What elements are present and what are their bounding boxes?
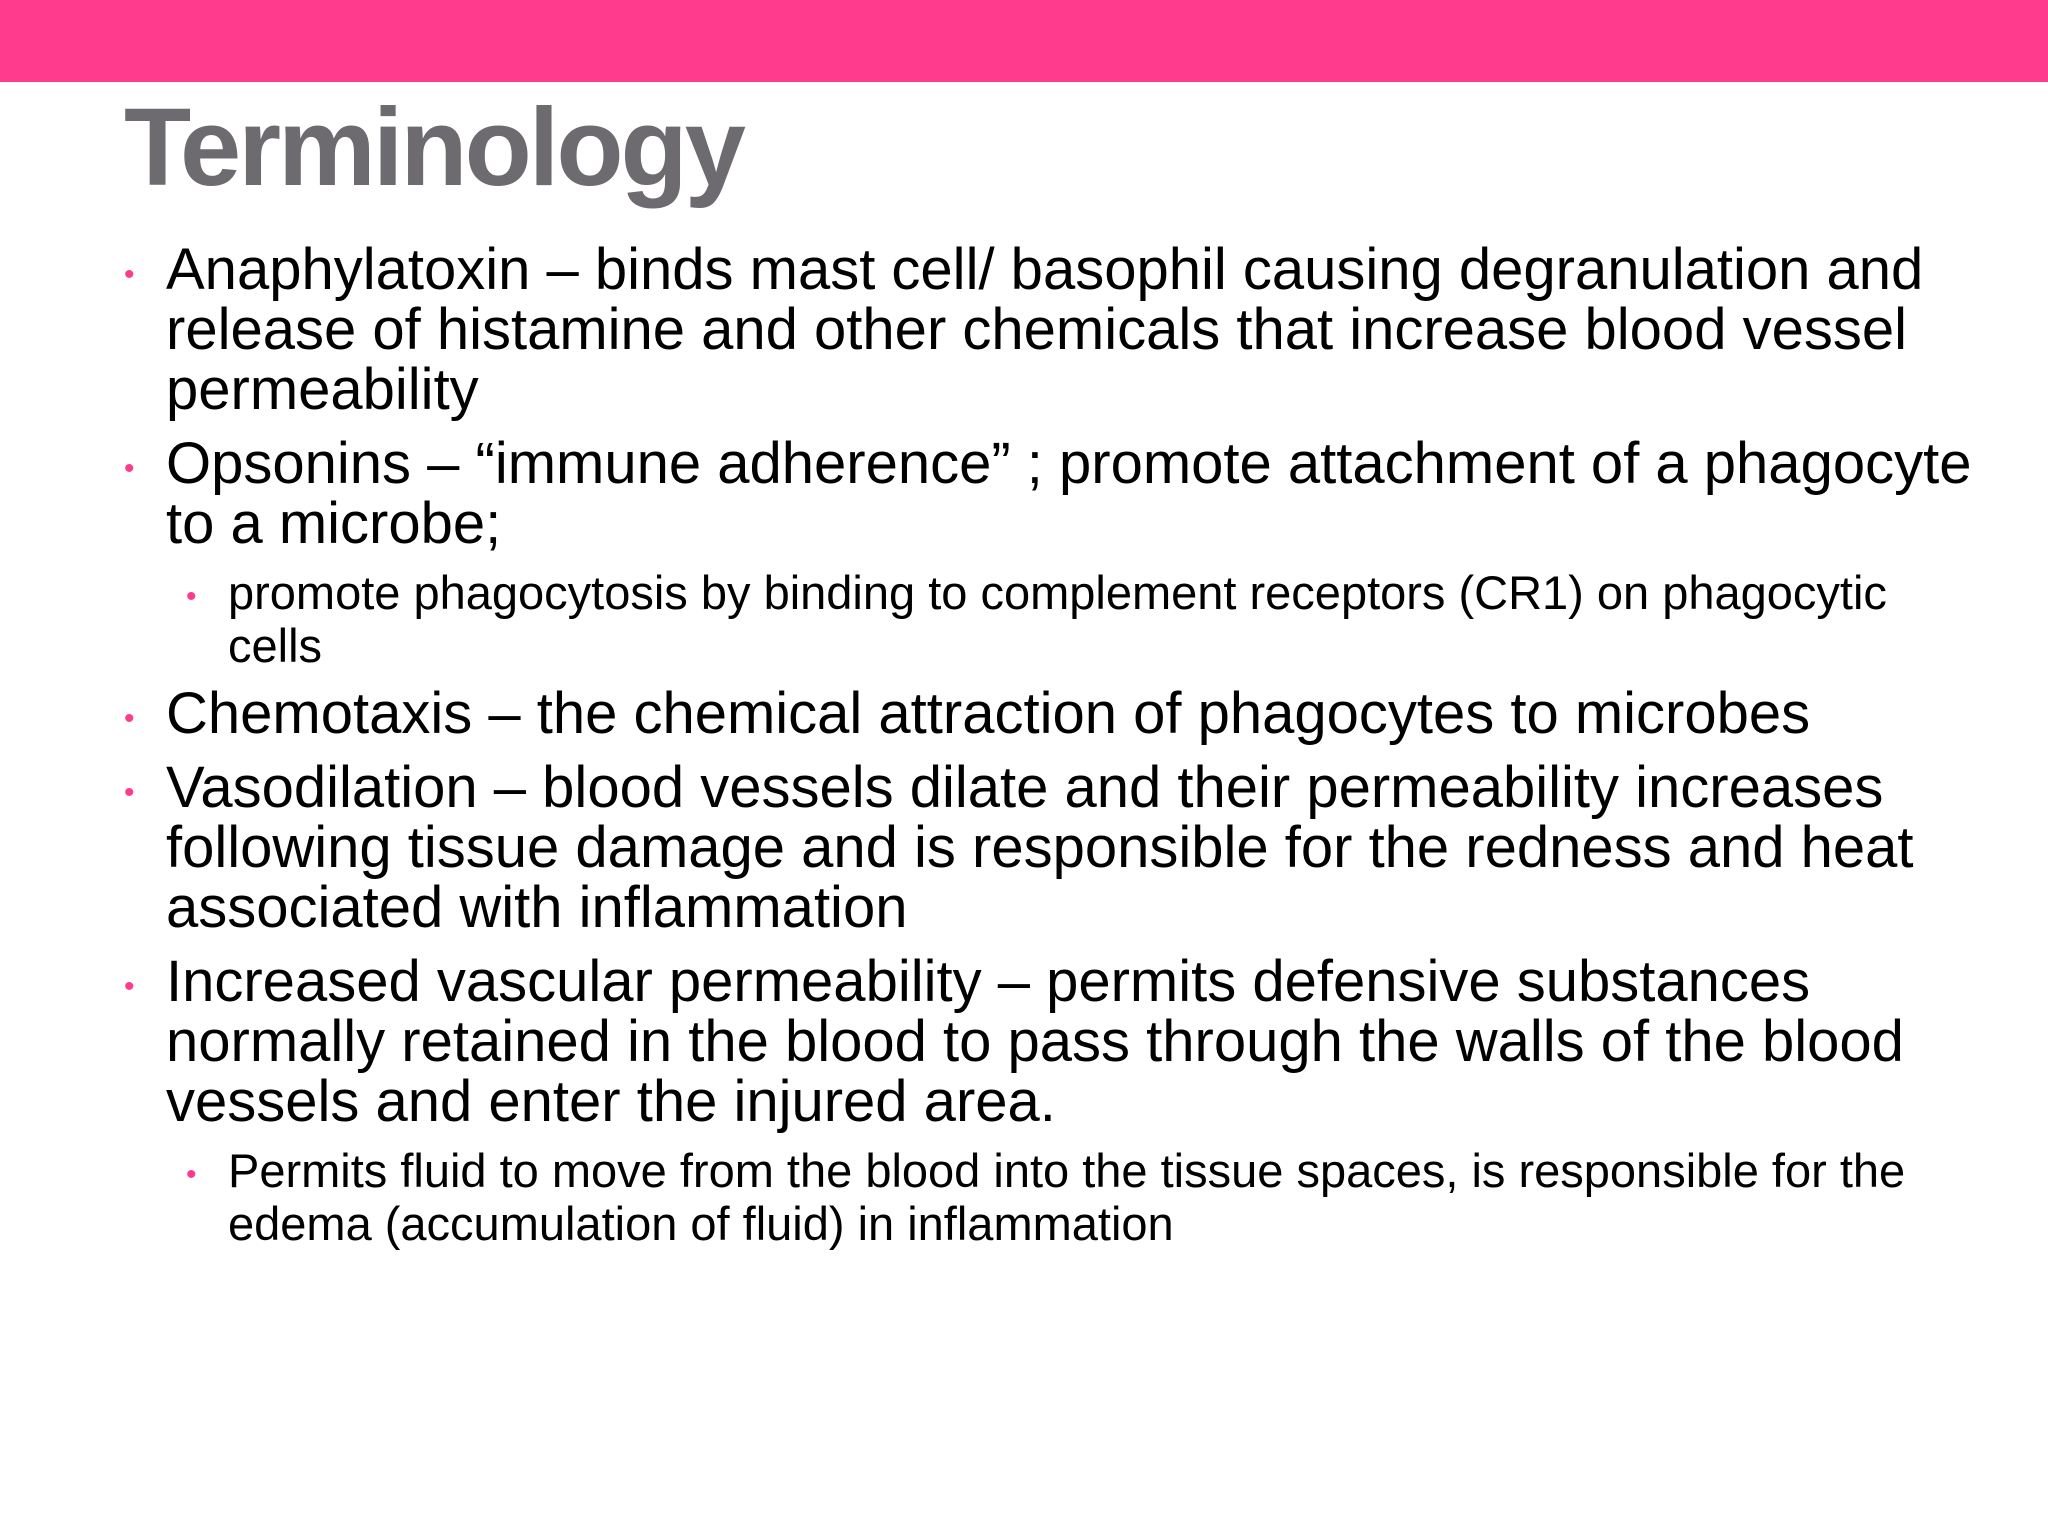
bullet-icon: • <box>186 580 197 613</box>
bullet-text: Chemotaxis – the chemical attraction of phagocytes to microbes <box>166 681 1811 746</box>
sub-bullet-item-phagocytosis <box>124 566 1984 672</box>
bullet-text: Increased vascular permeability – permits defensive substances normally retained in the blood to pass through the walls of the blood vessels and enter the injured area. <box>166 949 1904 1134</box>
slide-title: Terminology <box>124 86 743 209</box>
bullet-item-vascular-permeability <box>124 949 1984 1134</box>
bullet-icon: • <box>186 1158 197 1191</box>
accent-header-band <box>0 0 2048 82</box>
bullet-item-opsonins <box>124 431 1984 556</box>
bullet-icon: • <box>124 258 135 291</box>
bullet-text: promote phagocytosis by binding to complement receptors (CR1) on phagocytic cells <box>228 566 1887 672</box>
bullet-icon: • <box>124 970 135 1003</box>
bullet-item-anaphylatoxin <box>124 237 1984 422</box>
bullet-icon: • <box>124 776 135 809</box>
bullet-icon: • <box>124 452 135 485</box>
bullet-text: Anaphylatoxin – binds mast cell/ basophil causing degranulation and release of histamine and other chemicals that increase blood vessel permeability <box>166 237 1924 422</box>
bullet-text: Opsonins – “immune adherence” ; promote attachment of a phagocyte to a microbe; <box>166 431 1972 556</box>
bullet-text: Vasodilation – blood vessels dilate and their permeability increases following tissue damage and is responsible for the redness and heat associated with inflammation <box>166 755 1914 940</box>
sub-bullet-item-edema <box>124 1144 1984 1250</box>
bullet-list <box>124 237 1984 1262</box>
bullet-text: Permits fluid to move from the blood into the tissue spaces, is responsible for the edema (accumulation of fluid) in inflammation <box>228 1144 1906 1250</box>
bullet-item-chemotaxis <box>124 681 1984 746</box>
bullet-icon: • <box>124 702 135 735</box>
bullet-item-vasodilation <box>124 755 1984 940</box>
